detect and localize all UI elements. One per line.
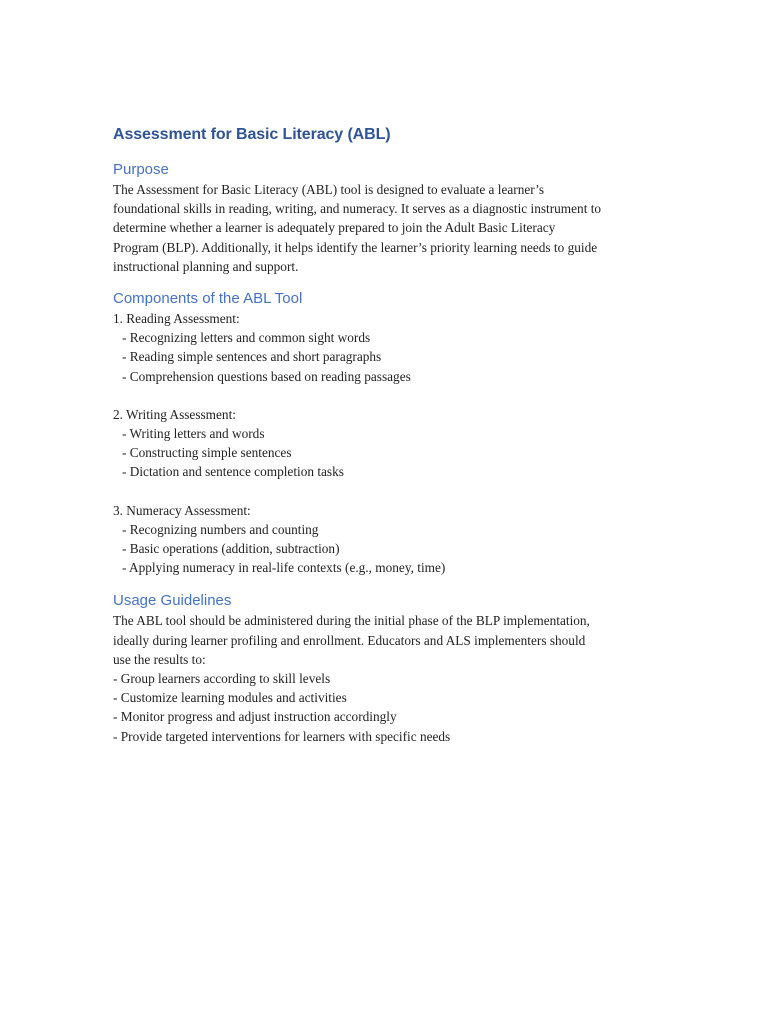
- list-item: - Comprehension questions based on reading passages: [122, 368, 411, 384]
- purpose-line: determine whether a learner is adequately prepared to join the Adult Basic Literacy: [113, 220, 556, 236]
- document-title: Assessment for Basic Literacy (ABL): [113, 126, 391, 143]
- group-title: 1. Reading Assessment:: [113, 311, 240, 327]
- document-page: [113, 124, 653, 746]
- group-title: 3. Numeracy Assessment:: [113, 502, 251, 518]
- list-item: - Customize learning modules and activities: [113, 690, 347, 706]
- purpose-line: Program (BLP). Additionally, it helps identify the learner’s priority learning needs to guide: [113, 239, 598, 255]
- list-item: - Basic operations (addition, subtraction): [122, 541, 340, 557]
- reading-assessment-group: [113, 309, 653, 386]
- list-item: - Dictation and sentence completion tasks: [122, 464, 344, 480]
- usage-guidelines-heading: Usage Guidelines: [113, 592, 232, 610]
- list-item: - Recognizing numbers and counting: [122, 521, 319, 537]
- usage-line: ideally during learner profiling and enrollment. Educators and ALS implementers should: [113, 632, 586, 648]
- group-title: 2. Writing Assessment:: [113, 406, 236, 422]
- usage-line: use the results to:: [113, 651, 206, 667]
- list-item: - Monitor progress and adjust instruction accordingly: [113, 709, 397, 725]
- list-item: - Constructing simple sentences: [122, 445, 292, 461]
- list-item: - Group learners according to skill levels: [113, 671, 331, 687]
- components-heading: Components of the ABL Tool: [113, 290, 303, 308]
- list-item: - Reading simple sentences and short paragraphs: [122, 349, 382, 365]
- usage-line: The ABL tool should be administered during the initial phase of the BLP implementation,: [113, 613, 590, 629]
- writing-assessment-group: [113, 405, 653, 482]
- list-item: - Recognizing letters and common sight words: [122, 330, 371, 346]
- purpose-line: instructional planning and support.: [113, 258, 299, 274]
- list-item: - Writing letters and words: [122, 426, 265, 442]
- purpose-paragraph: [113, 180, 653, 276]
- purpose-line: The Assessment for Basic Literacy (ABL) tool is designed to evaluate a learner’s: [113, 182, 545, 197]
- list-item: - Applying numeracy in real-life contexts (e.g., money, time): [122, 560, 446, 576]
- list-item: - Provide targeted interventions for learners with specific needs: [113, 728, 451, 744]
- purpose-heading: Purpose: [113, 161, 169, 178]
- purpose-line: foundational skills in reading, writing, and numeracy. It serves as a diagnostic instrument to: [113, 201, 602, 217]
- numeracy-assessment-group: [113, 501, 653, 578]
- usage-paragraph: [113, 611, 653, 745]
